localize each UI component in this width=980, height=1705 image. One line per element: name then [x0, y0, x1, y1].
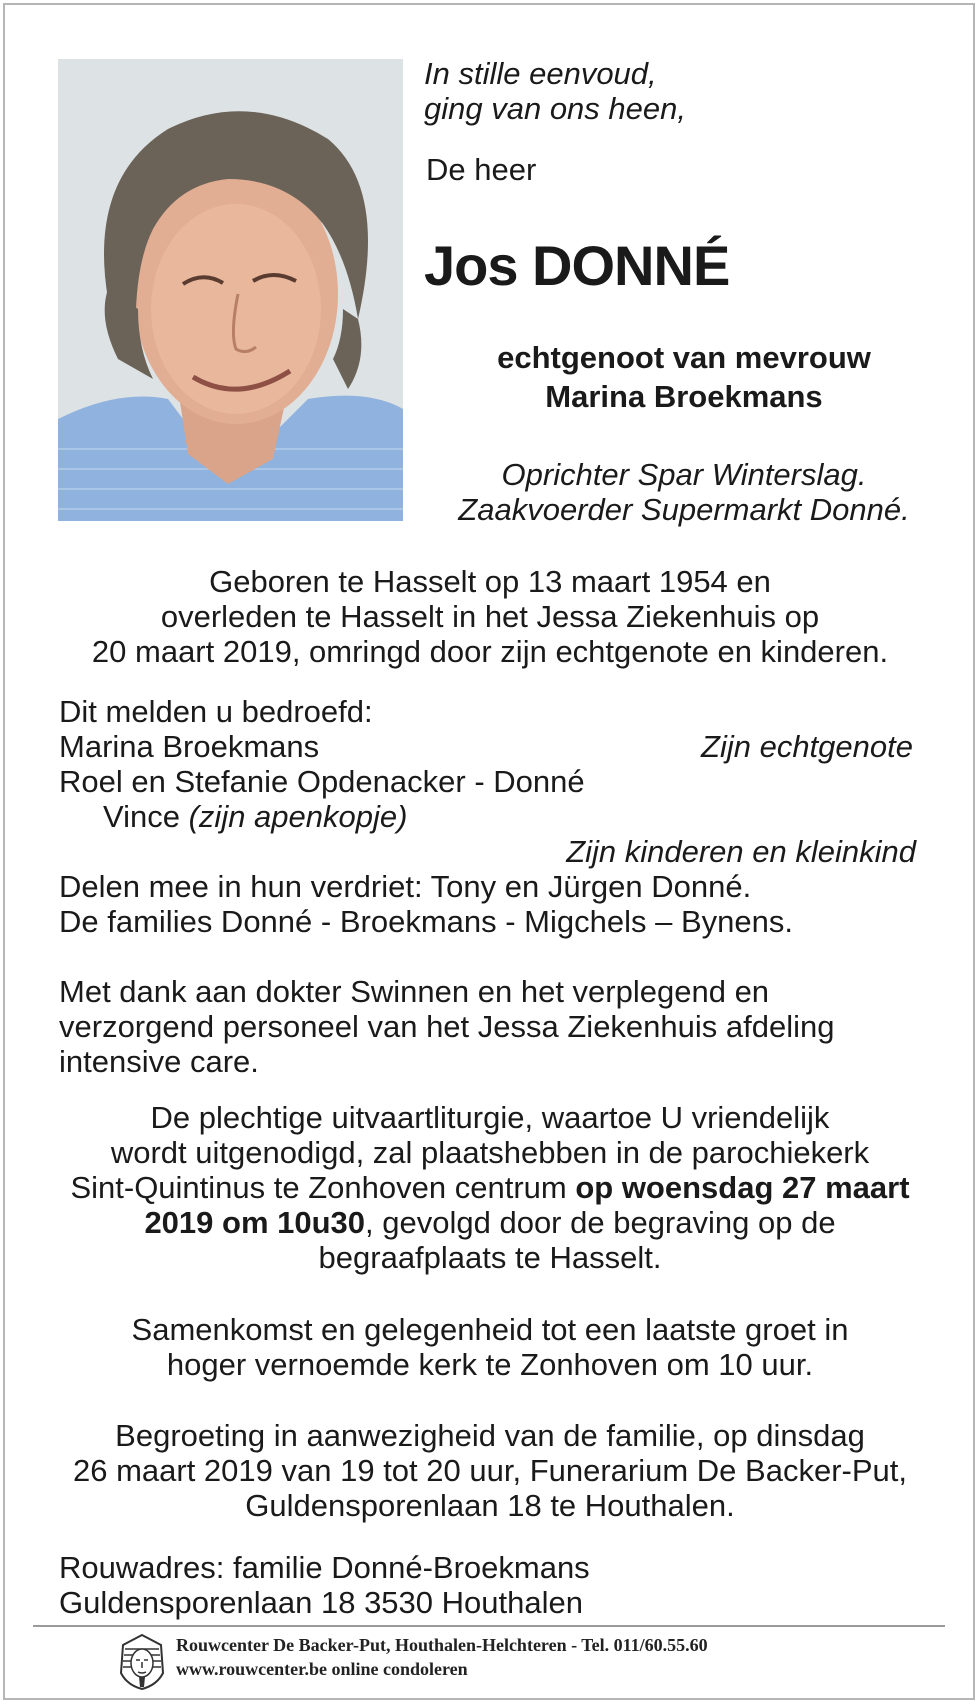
funeral-time: 2019 om 10u30	[144, 1205, 366, 1240]
thanks-line-3: intensive care.	[59, 1044, 259, 1079]
funeral-line-3-normal: Sint-Quintinus te Zonhoven centrum	[70, 1170, 576, 1205]
portrait-photo	[58, 59, 403, 521]
footer-line-1: Rouwcenter De Backer-Put, Houthalen-Helchteren - Tel. 011/60.55.60	[176, 1635, 708, 1655]
mourner-grandchild	[103, 799, 407, 834]
spouse-line-1: echtgenoot van mevrouw	[497, 340, 871, 375]
funeral-date: op woensdag 27 maart	[575, 1170, 910, 1205]
visitation-line-2: 26 maart 2019 van 19 tot 20 uur, Funerarium De Backer-Put,	[72, 1453, 907, 1488]
birth-death-line-2: overleden te Hasselt in het Jessa Ziekenhuis op	[160, 599, 820, 634]
intro-line-1: In stille eenvoud,	[424, 56, 657, 91]
birth-death-line-1: Geboren te Hasselt op 13 maart 1954 en	[209, 564, 771, 599]
funeral-line-3	[0, 1170, 980, 1205]
grandchild-note: (zijn apenkopje)	[188, 799, 408, 834]
mourner-spouse-relation: Zijn echtgenote	[701, 729, 913, 764]
mourners-heading: Dit melden u bedroefd:	[59, 694, 373, 729]
gathering-line-2: hoger vernoemde kerk te Zonhoven om 10 uur.	[166, 1347, 814, 1382]
gathering-line-1: Samenkomst en gelegenheid tot een laatste groet in	[131, 1312, 849, 1347]
pharaoh-logo-icon	[117, 1633, 167, 1691]
role-line-1: Oprichter Spar Winterslag.	[501, 457, 867, 492]
funeral-line-4	[0, 1205, 980, 1240]
title-prefix: De heer	[426, 152, 537, 187]
role-line-2: Zaakvoerder Supermarkt Donné.	[458, 492, 910, 527]
funeral-line-4-normal: , gevolgd door de begraving op de	[365, 1205, 836, 1240]
thanks-line-2: verzorgend personeel van het Jessa Ziekenhuis afdeling	[59, 1009, 835, 1044]
address-line-1: Rouwadres: familie Donné-Broekmans	[59, 1550, 590, 1585]
funeral-line-2: wordt uitgenodigd, zal plaatshebben in de parochiekerk	[110, 1135, 870, 1170]
footer-website[interactable]: www.rouwcenter.be online condoleren	[176, 1659, 468, 1679]
mourner-children-relation: Zijn kinderen en kleinkind	[566, 834, 916, 869]
visitation-line-3: Guldensporenlaan 18 te Houthalen.	[245, 1488, 735, 1523]
mourner-families: De families Donné - Broekmans - Migchels – Bynens.	[59, 904, 793, 939]
address-line-2: Guldensporenlaan 18 3530 Houthalen	[59, 1585, 583, 1620]
funeral-line-5: begraafplaats te Hasselt.	[318, 1240, 662, 1275]
visitation-line-1: Begroeting in aanwezigheid van de familie, op dinsdag	[115, 1418, 865, 1453]
spouse-line-2: Marina Broekmans	[545, 379, 823, 414]
footer-divider	[33, 1625, 945, 1627]
deceased-name: Jos DONNÉ	[424, 234, 730, 297]
mourner-children: Roel en Stefanie Opdenacker - Donné	[59, 764, 585, 799]
thanks-line-1: Met dank aan dokter Swinnen en het verplegend en	[59, 974, 770, 1009]
intro-line-2: ging van ons heen,	[424, 91, 686, 126]
birth-death-line-3: 20 maart 2019, omringd door zijn echtgenote en kinderen.	[91, 634, 889, 669]
mourner-siblings: Delen mee in hun verdriet: Tony en Jürgen Donné.	[59, 869, 752, 904]
mourner-spouse-name: Marina Broekmans	[59, 729, 320, 764]
grandchild-name: Vince	[103, 799, 189, 834]
funeral-line-1: De plechtige uitvaartliturgie, waartoe U vriendelijk	[150, 1100, 830, 1135]
